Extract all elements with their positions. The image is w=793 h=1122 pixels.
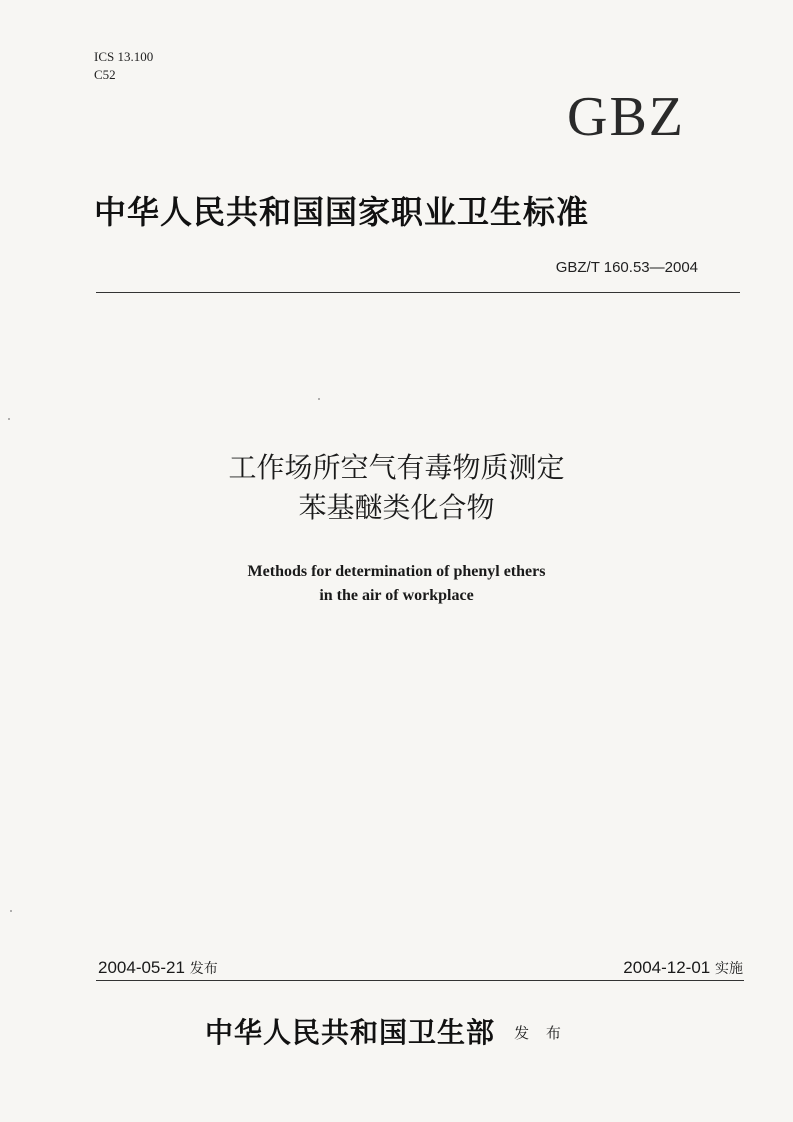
header-divider	[96, 292, 740, 293]
gbz-logo: GBZ	[567, 86, 685, 148]
publisher-name: 中华人民共和国卫生部	[205, 1016, 496, 1049]
scan-speck	[10, 910, 12, 912]
scan-speck	[318, 398, 320, 400]
scan-speck	[8, 418, 10, 420]
publisher-label: 发 布	[514, 1024, 567, 1042]
english-title-line-1: Methods for determination of phenyl ethers	[247, 563, 546, 580]
publisher-block	[205, 1015, 567, 1055]
classification-block	[94, 48, 153, 84]
implementation-date: 2004-12-01	[623, 958, 711, 977]
standard-number: GBZ/T 160.53—2004	[555, 259, 698, 276]
issue-date-block	[98, 957, 218, 980]
ics-code: ICS 13.100	[94, 49, 154, 64]
standard-title: 中华人民共和国国家职业卫生标准	[94, 193, 590, 231]
issue-label: 发布	[189, 961, 218, 977]
chinese-title-line-1: 工作场所空气有毒物质测定	[228, 451, 565, 484]
class-code: C52	[94, 67, 116, 82]
english-title-line-2: in the air of workplace	[319, 587, 474, 604]
english-document-title	[0, 560, 793, 608]
implementation-label: 实施	[715, 961, 743, 977]
issue-date: 2004-05-21	[98, 958, 185, 977]
chinese-title-line-2: 苯基醚类化合物	[298, 491, 495, 524]
implementation-date-block	[623, 957, 743, 980]
footer-divider	[96, 980, 744, 981]
chinese-document-title	[0, 448, 793, 528]
